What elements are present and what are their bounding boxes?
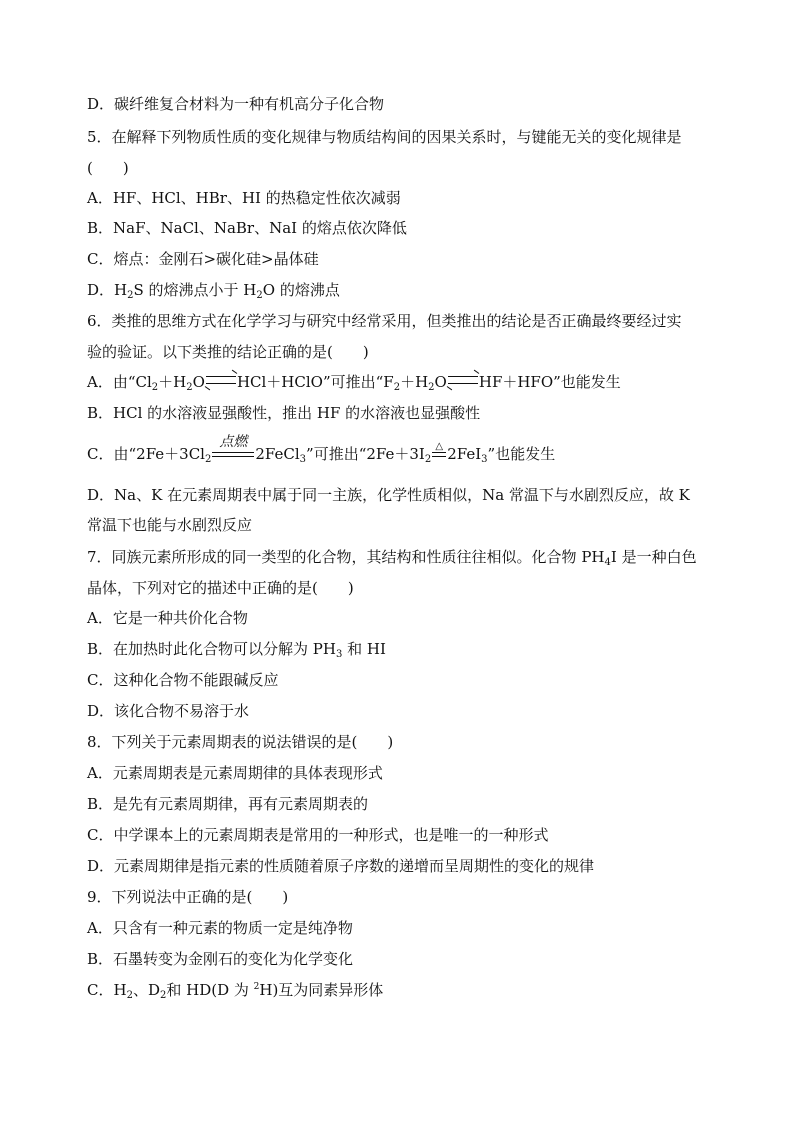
q9-option-b: B．石墨转变为金刚石的变化为化学变化: [87, 950, 354, 968]
reaction-condition-equals: 点燃: [212, 452, 254, 457]
q5-option-b: B．NaF、NaCl、NaBr、NaI 的熔点依次降低: [87, 219, 407, 237]
q6-option-b: B．HCl 的水溶液显强酸性，推出 HF 的水溶液也显强酸性: [87, 404, 481, 422]
q7-stem-line-2: 晶体，下列对它的描述中正确的是( ): [87, 579, 354, 597]
q8-option-a: A．元素周期表是元素周期律的具体表现形式: [87, 764, 383, 782]
q7-option-c: C．这种化合物不能跟碱反应: [87, 671, 279, 689]
q8-option-b: B．是先有元素周期律，再有元素周期表的: [87, 795, 369, 813]
q9-option-c: C．$H_2$、$D_2$和 HD(D 为 $^2$H)互为同素异形体: [87, 981, 384, 1001]
reversible-arrow-icon: [206, 376, 236, 384]
q9-option-a: A．只含有一种元素的物质一定是纯净物: [87, 919, 353, 937]
q5-stem-line-2: ( ): [87, 159, 129, 177]
q7-stem-line-1: 7．同族元素所形成的同一类型的化合物，其结构和性质往往相似。化合物 $PH_4I$ 是一种白色: [87, 548, 697, 568]
q7-option-b: B．在加热时此化合物可以分解为 $PH_3$ 和 HI: [87, 640, 386, 660]
q4-option-d: D．碳纤维复合材料为一种有机高分子化合物: [87, 95, 385, 113]
q5-stem-line-1: 5．在解释下列物质性质的变化规律与物质结构间的因果关系时，与键能无关的变化规律是: [87, 128, 682, 146]
q6-stem-line-1: 6．类推的思维方式在化学学习与研究中经常采用，但类推出的结论是否正确最终要经过实: [87, 312, 682, 330]
q8-option-c: C．中学课本上的元素周期表是常用的一种形式，也是唯一的一种形式: [87, 826, 549, 844]
q6-option-d-line-1: D．Na、K 在元素周期表中属于同一主族，化学性质相似，Na 常温下与水剧烈反应，故 K: [87, 486, 690, 504]
q6-option-c: C．由“$2Fe+3Cl_2$ 点燃 2FeCl$_3$”可推出“$2Fe+3I_2$ △ 2FeI$_3$”也能发生: [87, 434, 556, 465]
q6-stem-line-2: 验的验证。以下类推的结论正确的是( ): [87, 343, 369, 361]
q9-stem: 9．下列说法中正确的是( ): [87, 888, 289, 906]
heat-condition-equals: △: [432, 452, 446, 457]
q6-option-d-line-2: 常温下也能与水剧烈反应: [87, 516, 253, 534]
q8-option-d: D．元素周期律是指元素的性质随着原子序数的递增而呈周期性的变化的规律: [87, 857, 595, 875]
q5-option-d: D．$H_2S$ 的熔沸点小于 $H_2O$ 的熔沸点: [87, 281, 340, 301]
reversible-arrow-icon: [448, 376, 478, 384]
q8-stem: 8．下列关于元素周期表的说法错误的是( ): [87, 733, 394, 751]
q5-option-a: A．HF、HCl、HBr、HI 的热稳定性依次减弱: [87, 189, 401, 207]
q7-option-a: A．它是一种共价化合物: [87, 609, 248, 627]
q7-option-d: D．该化合物不易溶于水: [87, 702, 250, 720]
q5-option-c: C．熔点：金刚石>碳化硅>晶体硅: [87, 250, 319, 268]
q6-option-a: A．由“$Cl_2+H_2O$ HCl＋HClO”可推出“$F_2+H_2O$ HF＋HFO”也能发生: [87, 373, 621, 393]
